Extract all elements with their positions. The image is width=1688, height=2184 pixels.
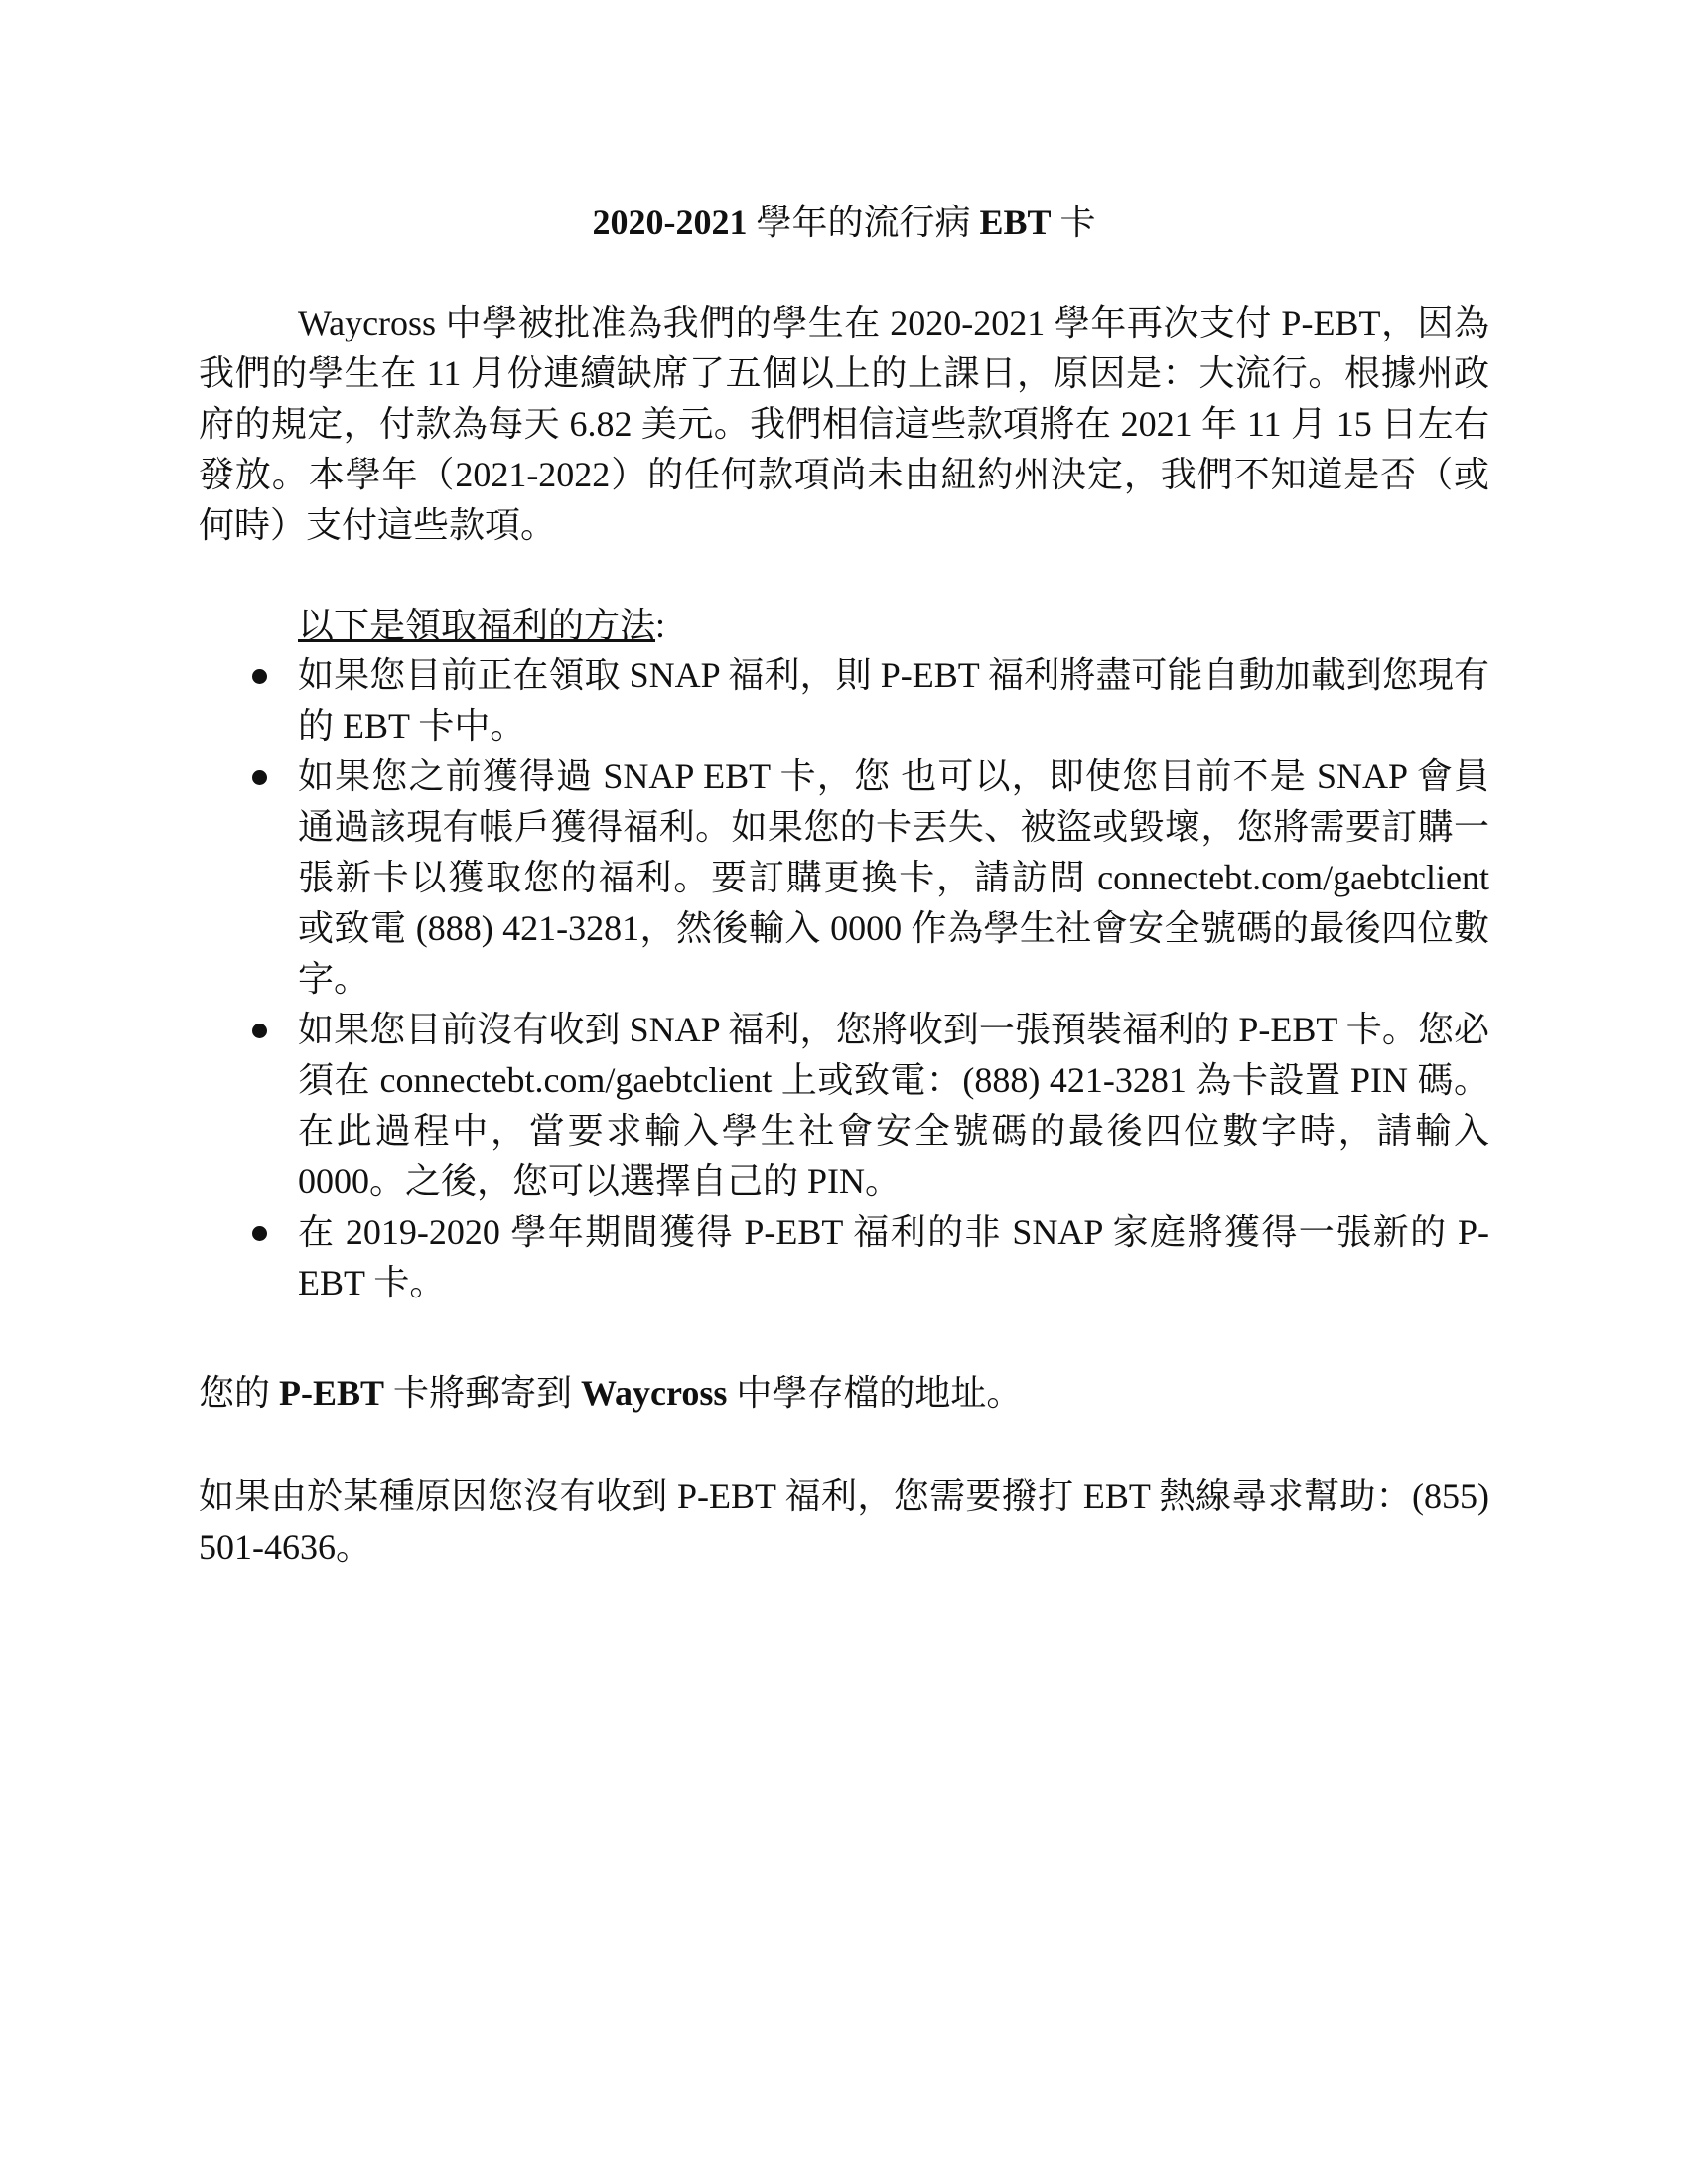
title-end: 卡	[1051, 203, 1096, 242]
mailing-pebt: P-EBT	[279, 1373, 385, 1413]
list-item-text: 如果您之前獲得過 SNAP EBT 卡，您 也可以，即使您目前不是 SNAP 會員通過該現有帳戶獲得福利。如果您的卡丟失、被盜或毀壞，您將需要訂購一張新卡以獲取您的福利。要訂購更換卡，請訪問 connectebt.com/gaebtclient 或致電 (888) 421-3281，然後輸入 0000 作為學生社會安全號碼的最後四位數字。	[298, 756, 1489, 999]
benefit-methods-list	[246, 650, 1489, 1308]
list-item	[246, 650, 1489, 751]
list-item	[246, 751, 1489, 1005]
title-year: 2020-2021	[592, 203, 748, 242]
mailing-waycross: Waycross	[581, 1373, 728, 1413]
help-paragraph: 如果由於某種原因您沒有收到 P-EBT 福利，您需要撥打 EBT 熱線尋求幫助：(855) 501-4636。	[199, 1476, 1489, 1567]
mailing-text-3: 中學存檔的地址。	[727, 1373, 1023, 1413]
list-item-text: 如果您目前正在領取 SNAP 福利，則 P-EBT 福利將盡可能自動加載到您現有的 EBT 卡中。	[298, 655, 1489, 746]
how-to-heading	[298, 601, 665, 651]
bullet-icon	[252, 1226, 267, 1241]
how-to-colon: :	[655, 606, 666, 645]
bullet-icon	[252, 669, 267, 684]
list-item	[246, 1005, 1489, 1207]
list-item-text: 在 2019-2020 學年期間獲得 P-EBT 福利的非 SNAP 家庭將獲得一張新的 P-EBT 卡。	[298, 1212, 1489, 1302]
mailing-text-2: 卡將郵寄到	[384, 1373, 582, 1413]
mailing-text-1: 您的	[199, 1373, 280, 1413]
intro-paragraph: Waycross 中學被批准為我們的學生在 2020-2021 學年再次支付 P-EBT，因為我們的學生在 11 月份連續缺席了五個以上的上課日，原因是：大流行。根據州政府的規定，付款為每天 6.82 美元。我們相信這些款項將在 2021 年 11 月 15 日左右發放。本學年（2021-2022）的任何款項尚未由紐約州決定，我們不知道是否（或何時）支付這些款項。	[199, 303, 1489, 545]
how-to-label: 以下是領取福利的方法	[298, 606, 656, 645]
bullet-icon	[252, 1024, 267, 1038]
title-ebt: EBT	[979, 203, 1052, 242]
title-middle: 學年的流行病	[747, 203, 980, 242]
mailing-paragraph	[199, 1368, 1022, 1419]
list-item	[246, 1207, 1489, 1308]
page-title	[0, 199, 1688, 246]
bullet-icon	[252, 770, 267, 785]
list-item-text: 如果您目前沒有收到 SNAP 福利，您將收到一張預裝福利的 P-EBT 卡。您必須在 connectebt.com/gaebtclient 上或致電：(888) 421-3281 為卡設置 PIN 碼。在此過程中，當要求輸入學生社會安全號碼的最後四位數字時，請輸入 0000。之後，您可以選擇自己的 PIN。	[298, 1010, 1489, 1201]
